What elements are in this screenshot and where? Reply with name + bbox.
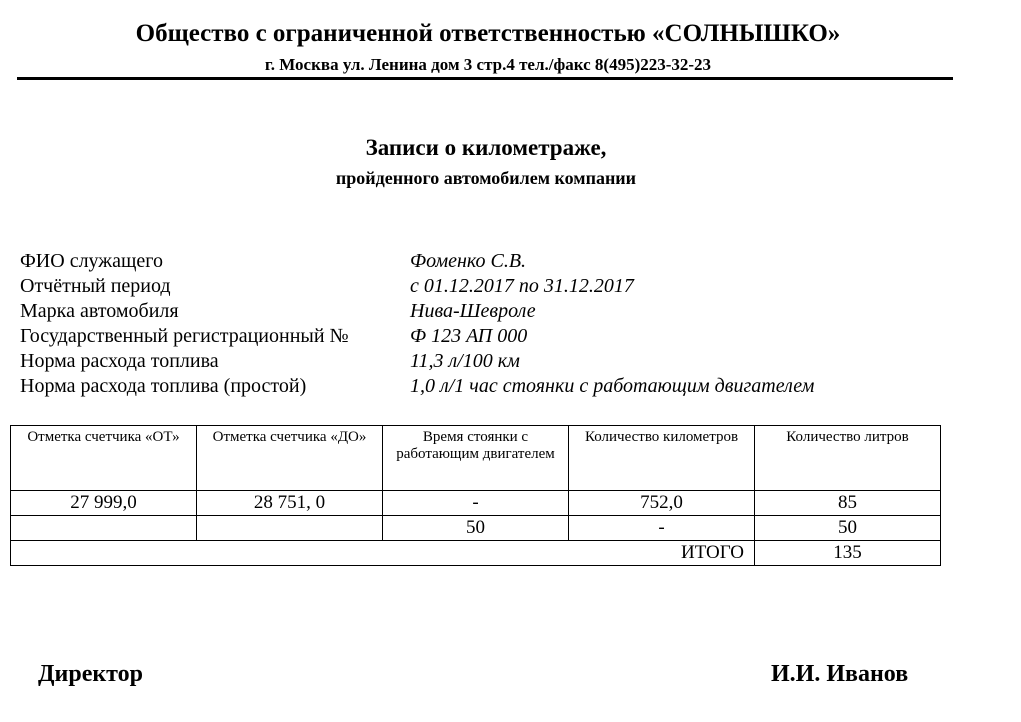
field-value: с 01.12.2017 по 31.12.2017 bbox=[410, 275, 634, 297]
header-cell: Количество литров bbox=[755, 426, 941, 491]
mileage-table bbox=[10, 425, 941, 566]
table-cell: 27 999,0 bbox=[11, 491, 197, 516]
field-label: Норма расхода топлива (простой) bbox=[20, 375, 307, 397]
table-cell: 50 bbox=[383, 516, 569, 541]
header-cell: Отметка счетчика «ДО» bbox=[197, 426, 383, 491]
total-value: 135 bbox=[755, 541, 941, 566]
table-cell: - bbox=[383, 491, 569, 516]
field-value: 1,0 л/1 час стоянки с работающим двигателем bbox=[410, 375, 815, 397]
table-cell: 28 751, 0 bbox=[197, 491, 383, 516]
field-value: Фоменко С.В. bbox=[410, 250, 527, 272]
document-subtitle: пройденного автомобилем компании bbox=[335, 168, 637, 188]
total-label: ИТОГО bbox=[11, 541, 755, 566]
signature-role: Директор bbox=[38, 661, 143, 687]
document-title: Записи о километраже, bbox=[365, 135, 607, 160]
header-cell: Отметка счетчика «ОТ» bbox=[11, 426, 197, 491]
table-cell: 50 bbox=[755, 516, 941, 541]
table-total-row bbox=[11, 541, 941, 566]
table-cell: - bbox=[569, 516, 755, 541]
table-cell: 85 bbox=[755, 491, 941, 516]
field-label: Отчётный период bbox=[20, 275, 171, 297]
field-label: Государственный регистрационный № bbox=[20, 325, 349, 347]
organization-address: г. Москва ул. Ленина дом 3 стр.4 тел./факс 8(495)223-32-23 bbox=[264, 55, 712, 74]
header-cell: Количество километров bbox=[569, 426, 755, 491]
table-header-row bbox=[11, 426, 941, 491]
organization-name: Общество с ограниченной ответственностью «СОЛНЫШКО» bbox=[135, 20, 841, 47]
signature-name: И.И. Иванов bbox=[771, 661, 909, 687]
table-cell bbox=[11, 516, 197, 541]
field-label: Марка автомобиля bbox=[20, 300, 179, 322]
field-label: Норма расхода топлива bbox=[20, 350, 219, 372]
field-value: 11,3 л/100 км bbox=[410, 350, 520, 372]
header-divider bbox=[17, 77, 953, 80]
table-row bbox=[11, 491, 941, 516]
table-row bbox=[11, 516, 941, 541]
table-cell: 752,0 bbox=[569, 491, 755, 516]
header-cell: Время стоянки с работающим двигателем bbox=[383, 426, 569, 491]
field-value: Ф 123 АП 000 bbox=[410, 325, 528, 347]
field-label: ФИО служащего bbox=[20, 250, 163, 272]
table-cell bbox=[197, 516, 383, 541]
field-value: Нива-Шевроле bbox=[410, 300, 536, 322]
